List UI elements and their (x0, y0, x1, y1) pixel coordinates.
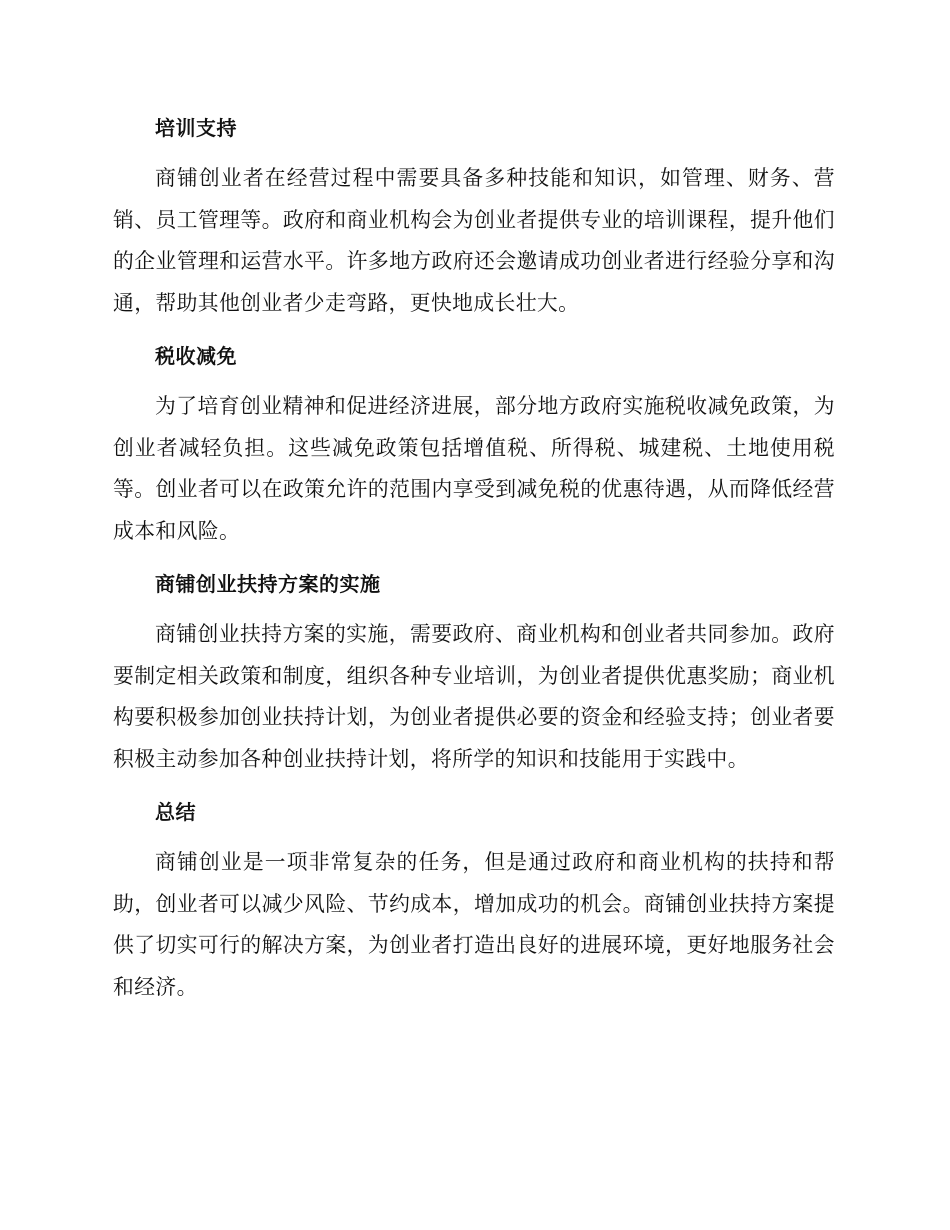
section-training-support (113, 108, 835, 324)
section-heading: 商铺创业扶持方案的实施 (155, 572, 381, 596)
section-paragraph: 商铺创业是一项非常复杂的任务，但是通过政府和商业机构的扶持和帮助，创业者可以减少风险、节约成本，增加成功的机会。商铺创业扶持方案提供了切实可行的解决方案，为创业者打造出良好的进展环境，更好地服务社会和经济。 (113, 850, 835, 999)
section-heading: 总结 (155, 800, 196, 824)
section-heading: 税收减免 (155, 344, 237, 368)
section-heading: 培训支持 (155, 116, 237, 140)
section-paragraph: 商铺创业者在经营过程中需要具备多种技能和知识，如管理、财务、营销、员工管理等。政府和商业机构会为创业者提供专业的培训课程，提升他们的企业管理和运营水平。许多地方政府还会邀请成功创业者进行经验分享和沟通，帮助其他创业者少走弯路，更快地成长壮大。 (113, 166, 835, 315)
section-tax-relief (113, 336, 835, 552)
section-paragraph: 商铺创业扶持方案的实施，需要政府、商业机构和创业者共同参加。政府要制定相关政策和制度，组织各种专业培训，为创业者提供优惠奖励；商业机构要积极参加创业扶持计划，为创业者提供必要的资金和经验支持；创业者要积极主动参加各种创业扶持计划，将所学的知识和技能用于实践中。 (113, 622, 835, 771)
section-implementation (113, 564, 835, 780)
section-paragraph: 为了培育创业精神和促进经济进展，部分地方政府实施税收减免政策，为创业者减轻负担。这些减免政策包括增值税、所得税、城建税、土地使用税等。创业者可以在政策允许的范围内享受到减免税的优惠待遇，从而降低经营成本和风险。 (113, 394, 835, 543)
section-summary (113, 792, 835, 1008)
document-page (113, 108, 835, 1020)
